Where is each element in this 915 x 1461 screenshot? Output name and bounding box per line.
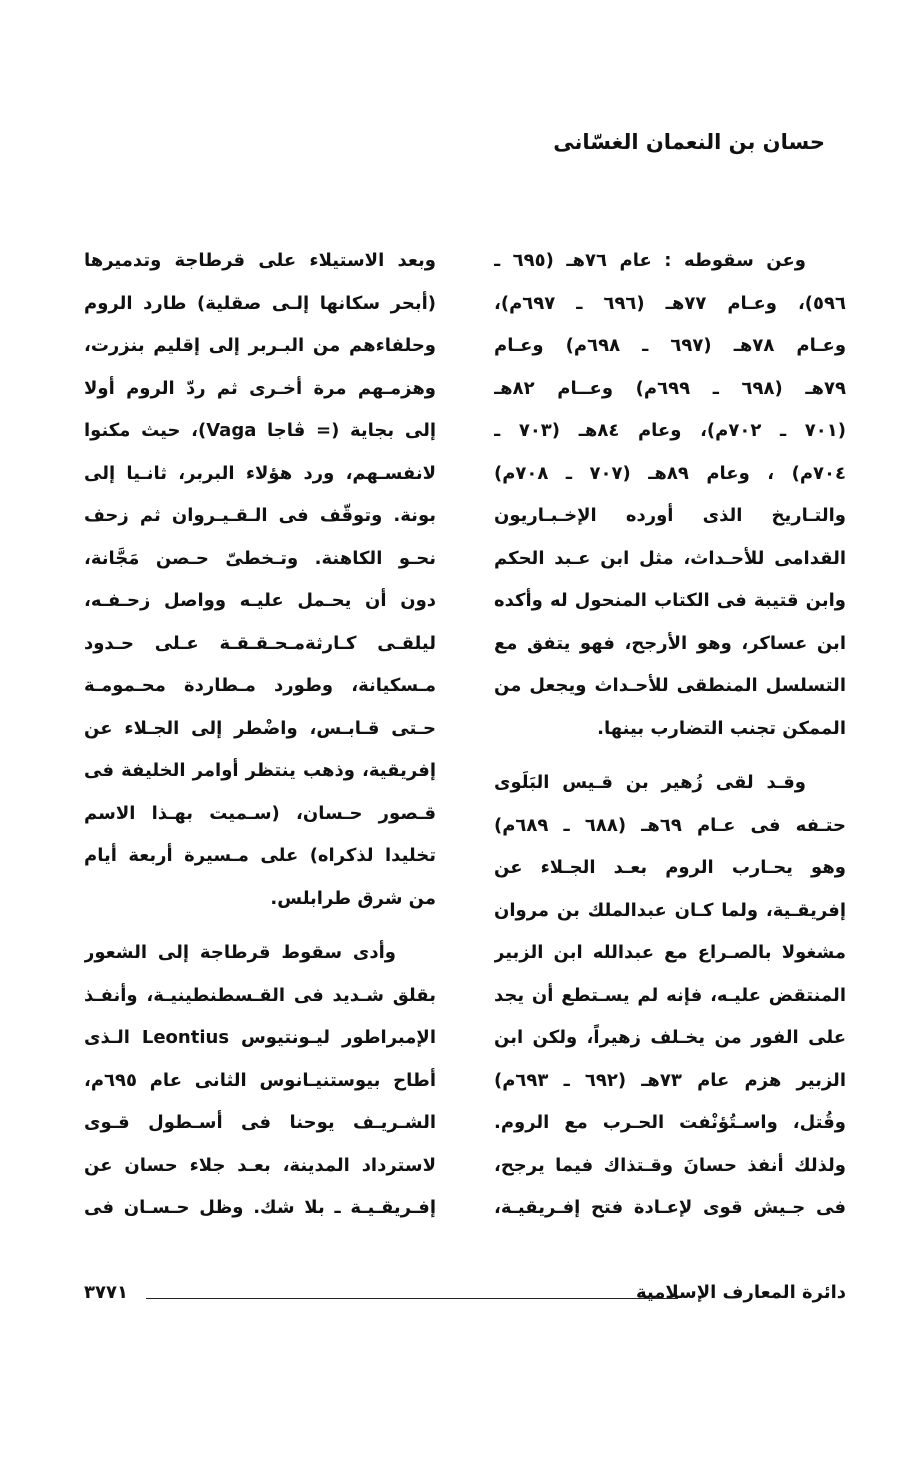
text-line: وبعد الاستيلاء على قرطاجة وتدميرها [84, 250, 436, 271]
text-line: مشغولا بالصـراع مع عبدالله ابن الزبير [494, 942, 846, 963]
footer-title: دائرة المعارف الإسلامية [635, 1282, 846, 1303]
text-line: تخليدا لذكراه) على مـسيرة أربعة أيام [84, 845, 436, 866]
left-column [84, 240, 436, 1230]
text-line: (أبحر سكانها إلـى صقلية) طارد الروم [84, 292, 436, 314]
text-line: الممكن تجنب التضارب بينها. [597, 717, 846, 739]
text-line: المنتقض عليـه، فإنه لم يسـتطع أن يجد [494, 984, 846, 1006]
text-line: ٧٠٤م) ، وعام ٨٩هـ (٧٠٧ ـ ٧٠٨م) [494, 462, 846, 484]
text-line: ٧٩هـ (٦٩٨ ـ ٦٩٩م) وعــام ٨٢هـ [494, 377, 846, 399]
text-line: القدامى للأحـداث، مثل ابن عـبد الحكم [494, 547, 846, 569]
text-line: وقُتل، واسـتُؤنْفت الحـرب مع الروم. [494, 1112, 846, 1133]
text-line: قـصور حـسان، (سـميت بهـذا الاسم [84, 802, 436, 824]
paragraph-gap [84, 920, 436, 932]
text-line: وأدى سقوط قرطاجة إلى الشعور [84, 942, 396, 963]
text-line: وعن سقوطه : عام ٧٦هـ (٦٩٥ ـ [494, 250, 806, 271]
text-line: والتـاريخ الذى أورده الإخـبـاريون [494, 505, 846, 526]
text-line: نحـو الكاهنة. وتـخطىّ حـصن مَجَّانة، [84, 547, 436, 569]
paragraph-gap [494, 750, 846, 762]
footer-rule [146, 1298, 678, 1299]
text-line: لانفسـهم، ورد هؤلاء البربر، ثانـيا إلى [84, 462, 436, 484]
text-line: وعـام ٧٨هـ (٦٩٧ ـ ٦٩٨م) وعـام [494, 335, 846, 356]
text-line: الإمبراطور ليـونتيوس Leontius الـذى [84, 1027, 436, 1048]
text-line: أطاح بيوستنيـانوس الثانى عام ٦٩٥م، [84, 1069, 436, 1091]
text-line: لاسترداد المدينة، بعـد جلاء حسان عن [84, 1154, 436, 1176]
text-line: ليلقـى كـارثةمـحـقـقـة عـلى حـدود [84, 632, 436, 654]
text-line: الشـريـف يوحنا فى أسـطول قـوى [84, 1112, 436, 1133]
page-footer [84, 1282, 846, 1312]
text-line: إفريقية، وذهب ينتظر أوامر الخليفة فى [84, 760, 436, 781]
text-line: حـتى قـابـس، واضْطر إلى الجـلاء عن [84, 717, 436, 739]
text-line: إلى بجاية (= ڤاجا Vaga)، حيث مكنوا [84, 420, 436, 441]
text-line: على الفور من يخـلف زهيراً، ولكن ابن [494, 1027, 846, 1048]
text-line: دون أن يحـمل عليـه وواصل زحـفـه، [84, 590, 436, 611]
text-line: وابن قتيبة فى الكتاب المنحول له وأكده [494, 590, 846, 611]
text-line: (٧٠١ ـ ٧٠٢م)، وعام ٨٤هـ (٧٠٣ ـ [494, 420, 846, 441]
text-line: من شرق طرابلس. [270, 887, 436, 909]
text-line: وهزمـهم مرة أخـرى ثم ردّ الروم أولا [84, 377, 436, 399]
text-line: وهو يحـارب الروم بعـد الجـلاء عن [494, 857, 846, 878]
text-line: مـسكيانة، وطورد مـطاردة محـمومـة [84, 675, 436, 696]
text-line: بقلق شـديد فى القـسطنطينيـة، وأنفـذ [84, 984, 436, 1006]
right-column [494, 240, 846, 1230]
text-line: الزبير هزم عام ٧٣هـ (٦٩٢ ـ ٦٩٣م) [494, 1069, 846, 1091]
text-line: ولذلك أنفذ حسانَ وقـتذاك فيما يرجح، [494, 1154, 846, 1176]
page-number: ٣٧٧١ [84, 1282, 128, 1303]
page-title: حسان بن النعمان الغسّانى [553, 130, 825, 154]
text-line: بونة. وتوقّف فى الـقـيـروان ثم زحف [84, 505, 436, 526]
text-line: حتـفه فى عـام ٦٩هـ (٦٨٨ ـ ٦٨٩م) [494, 814, 846, 836]
text-line: إفـريقـيـة ـ بلا شك. وظل حـسـان فى [84, 1197, 436, 1218]
text-line: ابن عساكر، وهو الأرجح، فهو يتفق مع [494, 632, 846, 654]
text-line: فى جـيش قوى لإعـادة فتح إفـريقيـة، [494, 1197, 846, 1218]
text-line: التسلسل المنطقى للأحـداث ويجعل من [494, 675, 846, 696]
text-line: إفريقـية، ولما كـان عبدالملك بن مروان [494, 899, 846, 921]
text-line: وقـد لقى زُهير بن قـيس البَلَوى [494, 772, 806, 793]
text-line: وحلفاءهم من البـربر إلى إقليم بنزرت، [84, 335, 436, 356]
text-line: ٥٩٦)، وعـام ٧٧هـ (٦٩٦ ـ ٦٩٧م)، [494, 292, 846, 314]
